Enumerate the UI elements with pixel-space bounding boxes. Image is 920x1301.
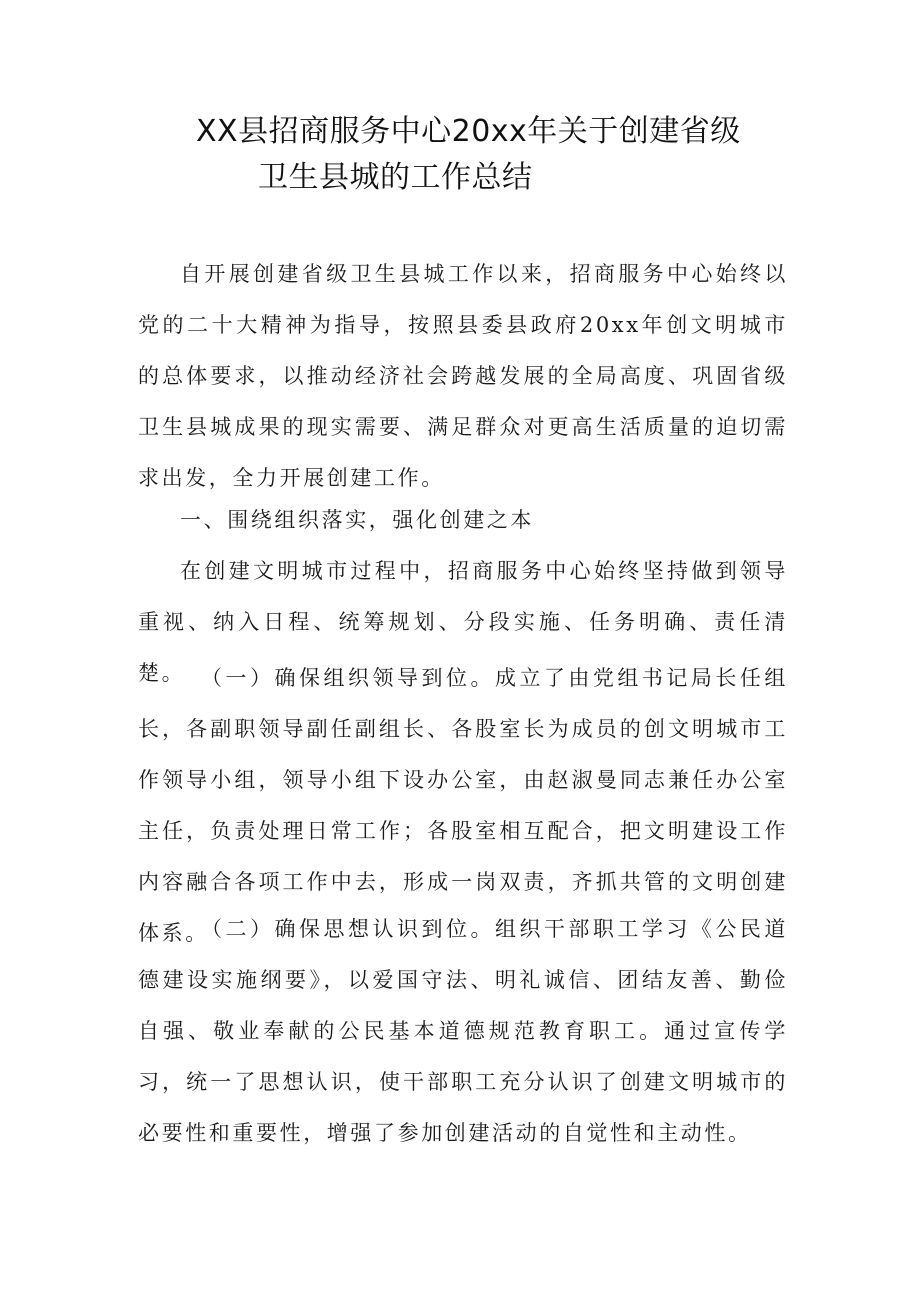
document-title-line-1: XX县招商服务中心20xx年关于创建省级 <box>196 114 741 149</box>
section-heading-1: 一、围绕组织落实，强化创建之本 <box>180 508 534 532</box>
intro-paragraph: 自开展创建省级卫生县城工作以来，招商服务中心始终以党的二十大精神为指导，按照县委县政府20xx年创文明城市的总体要求，以推动经济社会跨越发展的全局高度、巩固省级卫生县城成果的现实需要、满足群众对更高生活质量的迫切需求出发，全力开展创建工作。 <box>138 262 788 490</box>
subsection-2-paragraph: （二）确保思想认识到位。组织干部职工学习《公民道德建设实施纲要》，以爱国守法、明礼诚信、团结友善、勤俭自强、敬业奉献的公民基本道德规范教育职工。通过宣传学习，统一了思想认识，使干部职工充分认识了创建文明城市的必要性和重要性，增强了参加创建活动的自觉性和主动性。 <box>138 917 788 1145</box>
subsection-1-paragraph: （一）确保组织领导到位。成立了由党组书记局长任组长，各副职领导副任副组长、各股室长为成员的创文明城市工作领导小组，领导小组下设办公室，由赵淑曼同志兼任办公室主任，负责处理日常工作；各股室相互配合，把文明建设工作内容融合各项工作中去，形成一岗双责，齐抓共管的文明创建体系。 <box>138 666 788 945</box>
document-title-line-2: 卫生县城的工作总结 <box>258 160 533 195</box>
section-1-paragraph: 在创建文明城市过程中，招商服务中心始终坚持做到领导重视、纳入日程、统筹规划、分段实施、任务明确、责任清楚。 <box>138 559 788 685</box>
